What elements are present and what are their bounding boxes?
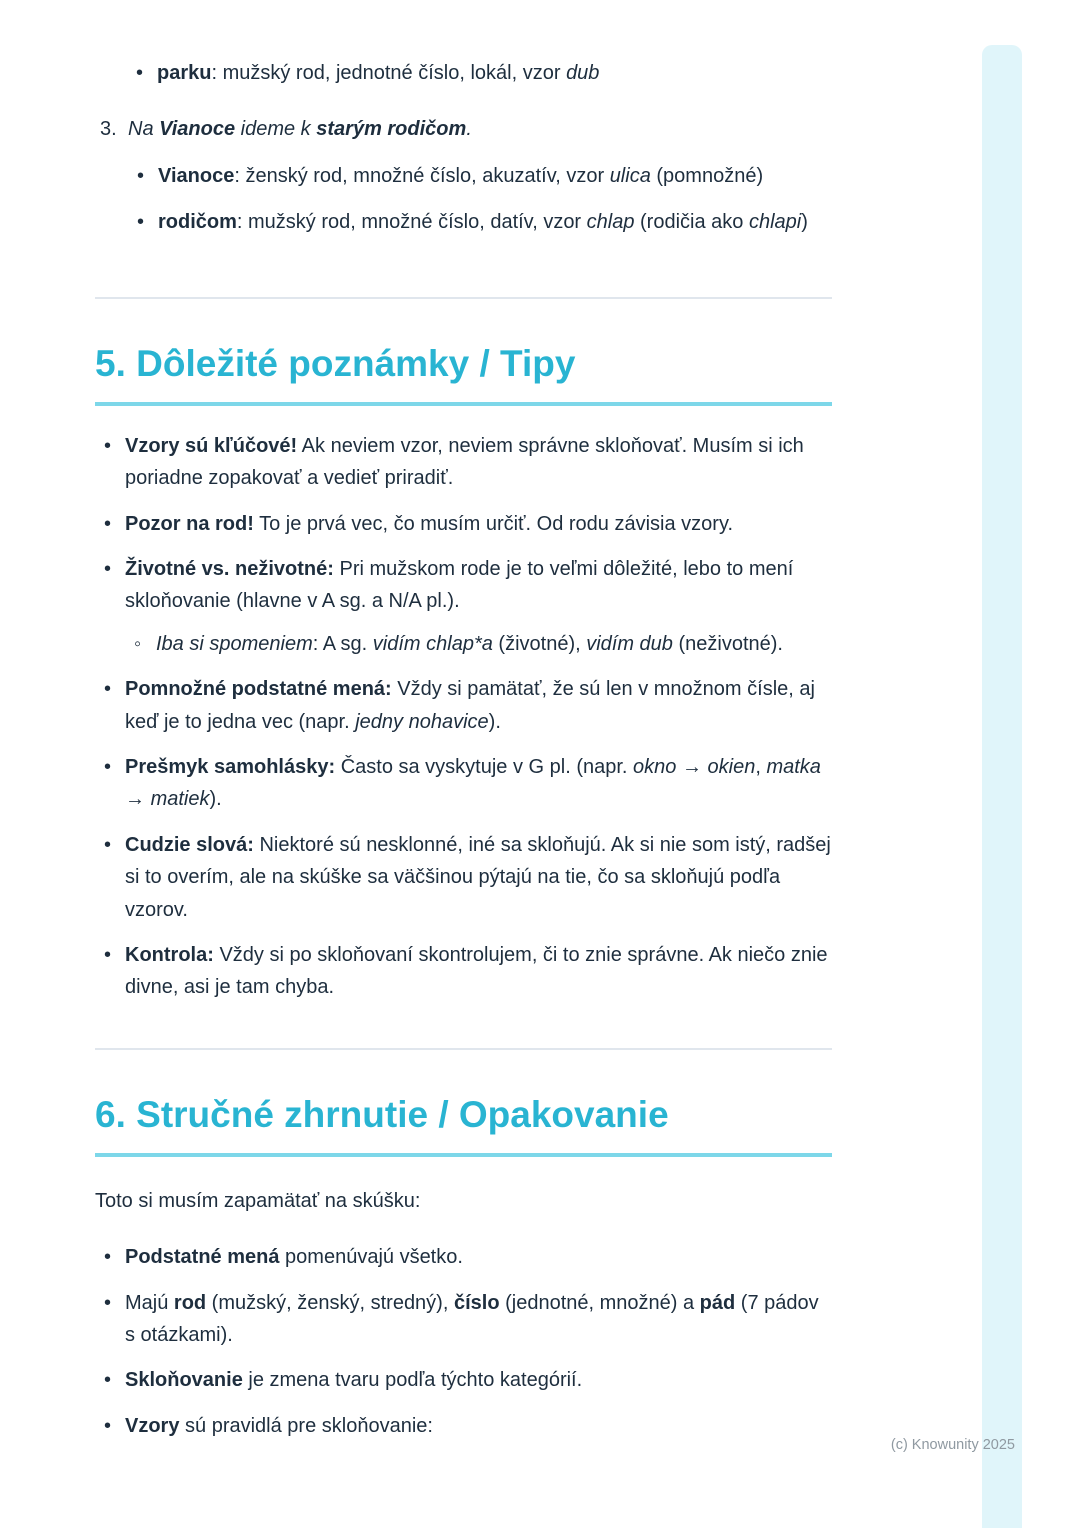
list-item: [95, 673, 832, 738]
list-item-text: Vzory sú kľúčové! Ak neviem vzor, neviem správne skloňovať. Musím si ich poriadne zopakovať a vedieť priradiť.: [125, 434, 804, 490]
list-item: [95, 1410, 832, 1442]
list-item-text: Pomnožné podstatné mená: Vždy si pamätať, že sú len v množnom čísle, aj keď je to jedna vec (napr. jedny nohavice).: [125, 678, 815, 733]
document-page: [95, 44, 832, 1455]
list-item: [95, 508, 832, 540]
example-sub-list: [128, 160, 832, 239]
list-item: [95, 939, 832, 1004]
list-item-text: parku: mužský rod, jednotné číslo, lokál, vzor dub: [157, 62, 600, 84]
copyright-notice: (c) Knowunity 2025: [890, 1437, 1015, 1453]
section-divider: [95, 1048, 832, 1050]
list-item-text: rodičom: mužský rod, množné číslo, datív, vzor chlap (rodičia ako chlapi): [158, 211, 808, 234]
list-item-text: Vianoce: ženský rod, množné číslo, akuzatív, vzor ulica (pomnožné): [158, 164, 764, 187]
example-sub-list: [95, 57, 832, 89]
list-item: [95, 553, 832, 660]
list-item-text: Majú rod (mužský, ženský, stredný), číslo (jednotné, množné) a pád (7 pádov s otázkami).: [125, 1291, 819, 1347]
numbered-example-3: [95, 113, 832, 252]
summary-intro: Toto si musím zapamätať na skúšku:: [95, 1189, 421, 1212]
section-title: 6. Stručné zhrnutie / Opakovanie: [95, 1093, 669, 1135]
list-item: [95, 829, 832, 926]
list-item-text: Skloňovanie je zmena tvaru podľa týchto kategórií.: [125, 1369, 583, 1392]
list-item: [125, 628, 832, 660]
list-item: [95, 1241, 832, 1273]
notes-list: [95, 430, 832, 1004]
list-item-text: Pozor na rod! To je prvá vec, čo musím určiť. Od rodu závisia vzory.: [125, 512, 734, 535]
notes-section: [95, 341, 832, 1004]
section-title-underline: [95, 402, 832, 406]
notes-sub-list: [125, 628, 832, 660]
list-item: [95, 1364, 832, 1396]
list-item-text: Životné vs. neživotné: Pri mužskom rode je to veľmi dôležité, lebo to mení skloňovanie (hlavne v A sg. a N/A pl.).: [125, 557, 794, 613]
list-item: [128, 160, 832, 192]
numbered-example-body: [128, 113, 832, 252]
section-title: 5. Dôležité poznámky / Tipy: [95, 342, 576, 384]
list-item: [95, 430, 832, 495]
summary-section: [95, 1092, 832, 1443]
list-item-text: Podstatné mená pomenúvajú všetko.: [125, 1246, 463, 1269]
list-item: [95, 1287, 832, 1352]
list-item: [95, 57, 832, 89]
list-item-text: Vzory sú pravidlá pre skloňovanie:: [125, 1414, 433, 1437]
list-item: [128, 206, 832, 238]
list-item-text: Kontrola: Vždy si po skloňovaní skontrolujem, či to znie správne. Ak niečo znie divne, asi je tam chyba.: [125, 943, 828, 999]
summary-list: [95, 1241, 832, 1442]
list-item-text: Prešmyk samohlásky: Často sa vyskytuje v G pl. (napr. okno → okien, matka → matiek).: [125, 755, 821, 811]
list-item-text: Cudzie slová: Niektoré sú nesklonné, iné sa skloňujú. Ak si nie som istý, radšej si to overím, ale na skúške sa väčšinou pýtajú na tie, čo sa skloňujú podľa vzorov.: [125, 833, 831, 921]
item-number: 3.: [100, 118, 117, 141]
list-item: [95, 751, 832, 816]
list-item-text: Iba si spomeniem: A sg. vidím chlap*a (životné), vidím dub (neživotné).: [156, 632, 783, 655]
section-title-underline: [95, 1153, 832, 1157]
example-sentence: Na Vianoce ideme k starým rodičom.: [128, 118, 472, 141]
examples-section: [95, 57, 832, 253]
page-edge-strip: [982, 45, 1022, 1528]
section-divider: [95, 297, 832, 299]
